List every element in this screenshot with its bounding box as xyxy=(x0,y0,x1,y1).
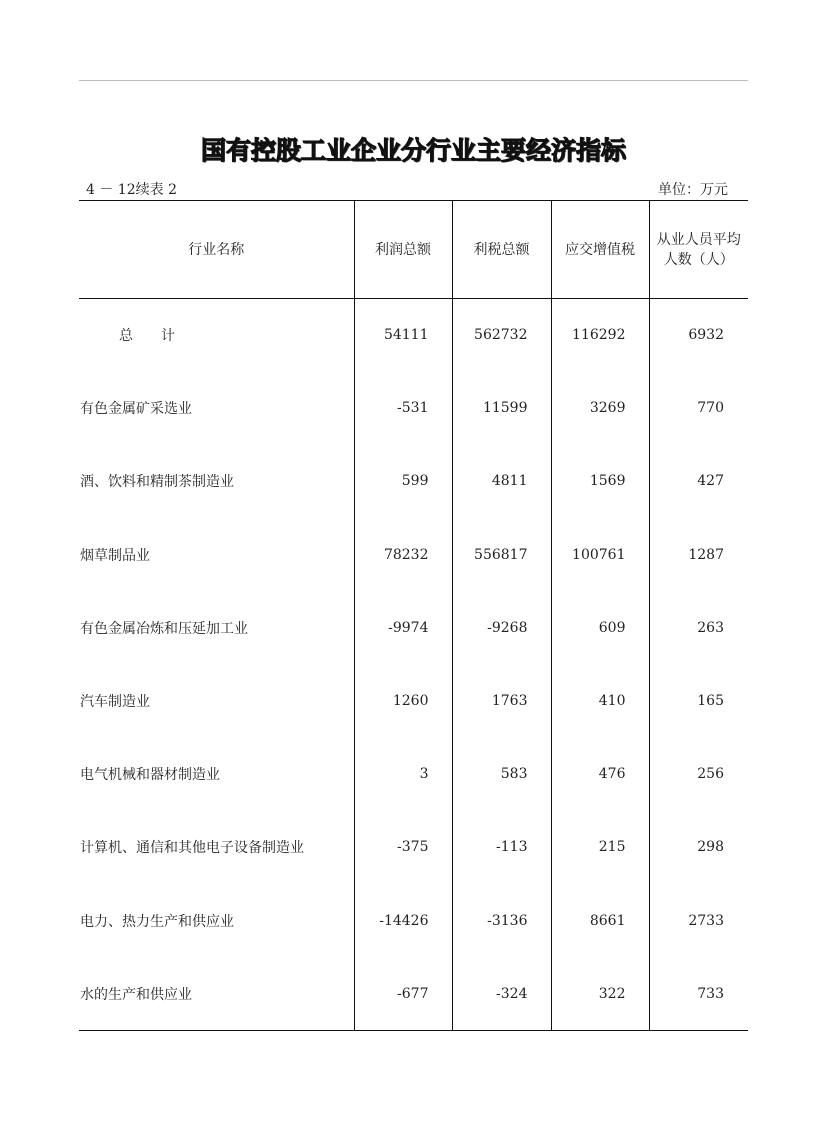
column-header-profit: 利润总额 xyxy=(354,201,452,299)
cell-profit-tax: 562732 xyxy=(452,299,551,372)
row-name: 有色金属矿采选业 xyxy=(80,401,192,418)
table-row xyxy=(79,591,748,664)
cell-employees: 1287 xyxy=(649,518,748,591)
cell-vat: 322 xyxy=(551,957,649,1030)
cell-profit-tax: 583 xyxy=(452,738,551,811)
cell-profit: -531 xyxy=(354,372,452,445)
cell-profit: 599 xyxy=(354,445,452,518)
column-header-industry: 行业名称 xyxy=(79,201,354,299)
cell-profit-tax: -9268 xyxy=(452,591,551,664)
cell-employees: 2733 xyxy=(649,884,748,957)
cell-vat: 476 xyxy=(551,738,649,811)
cell-employees: 298 xyxy=(649,811,748,884)
table-row xyxy=(79,299,748,372)
row-name: 有色金属冶炼和压延加工业 xyxy=(80,620,248,637)
table-row xyxy=(79,372,748,445)
column-header-employees xyxy=(649,201,748,299)
cell-profit-tax: 556817 xyxy=(452,518,551,591)
table-row xyxy=(79,738,748,811)
cell-vat: 1569 xyxy=(551,445,649,518)
cell-profit: 1260 xyxy=(354,664,452,737)
cell-employees: 256 xyxy=(649,738,748,811)
data-table xyxy=(79,200,748,1031)
column-header-employees-label: 从业人员平均人数（人） xyxy=(656,231,741,268)
cell-profit-tax: 1763 xyxy=(452,664,551,737)
cell-profit-tax: -113 xyxy=(452,811,551,884)
row-name: 计算机、通信和其他电子设备制造业 xyxy=(80,840,304,857)
cell-employees: 770 xyxy=(649,372,748,445)
row-name: 酒、饮料和精制茶制造业 xyxy=(80,474,234,491)
cell-profit: 54111 xyxy=(354,299,452,372)
cell-employees: 427 xyxy=(649,445,748,518)
row-name: 总 计 xyxy=(119,328,175,345)
cell-employees: 6932 xyxy=(649,299,748,372)
row-name: 汽车制造业 xyxy=(80,694,150,711)
table-row xyxy=(79,884,748,957)
cell-vat: 100761 xyxy=(551,518,649,591)
cell-employees: 165 xyxy=(649,664,748,737)
table-header-row xyxy=(79,201,748,299)
cell-profit: -375 xyxy=(354,811,452,884)
cell-employees: 263 xyxy=(649,591,748,664)
table-row xyxy=(79,811,748,884)
cell-vat: 8661 xyxy=(551,884,649,957)
table-row xyxy=(79,664,748,737)
row-name: 水的生产和供应业 xyxy=(79,957,354,1030)
cell-profit: -14426 xyxy=(354,884,452,957)
cell-vat: 410 xyxy=(551,664,649,737)
cell-vat: 3269 xyxy=(551,372,649,445)
cell-profit-tax: 4811 xyxy=(452,445,551,518)
column-header-vat: 应交增值税 xyxy=(551,201,649,299)
row-name: 电力、热力生产和供应业 xyxy=(80,913,234,930)
table-number: 4 － 12续表 2 xyxy=(86,182,177,198)
cell-profit: 3 xyxy=(354,738,452,811)
cell-profit: -677 xyxy=(354,957,452,1030)
cell-profit-tax: -324 xyxy=(452,957,551,1030)
table-row xyxy=(79,957,748,1030)
row-name: 电气机械和器材制造业 xyxy=(80,767,220,784)
table-row xyxy=(79,445,748,518)
unit-label: 单位：万元 xyxy=(658,182,728,198)
cell-profit: -9974 xyxy=(354,591,452,664)
cell-vat: 116292 xyxy=(551,299,649,372)
cell-employees: 733 xyxy=(649,957,748,1030)
cell-profit-tax: -3136 xyxy=(452,884,551,957)
cell-profit-tax: 11599 xyxy=(452,372,551,445)
cell-vat: 609 xyxy=(551,591,649,664)
table-row xyxy=(79,518,748,591)
row-name: 烟草制品业 xyxy=(80,547,150,564)
cell-vat: 215 xyxy=(551,811,649,884)
column-header-profit-tax: 利税总额 xyxy=(452,201,551,299)
top-rule xyxy=(79,80,748,81)
page-title: 国有控股工业企业分行业主要经济指标 xyxy=(200,136,626,165)
cell-profit: 78232 xyxy=(354,518,452,591)
